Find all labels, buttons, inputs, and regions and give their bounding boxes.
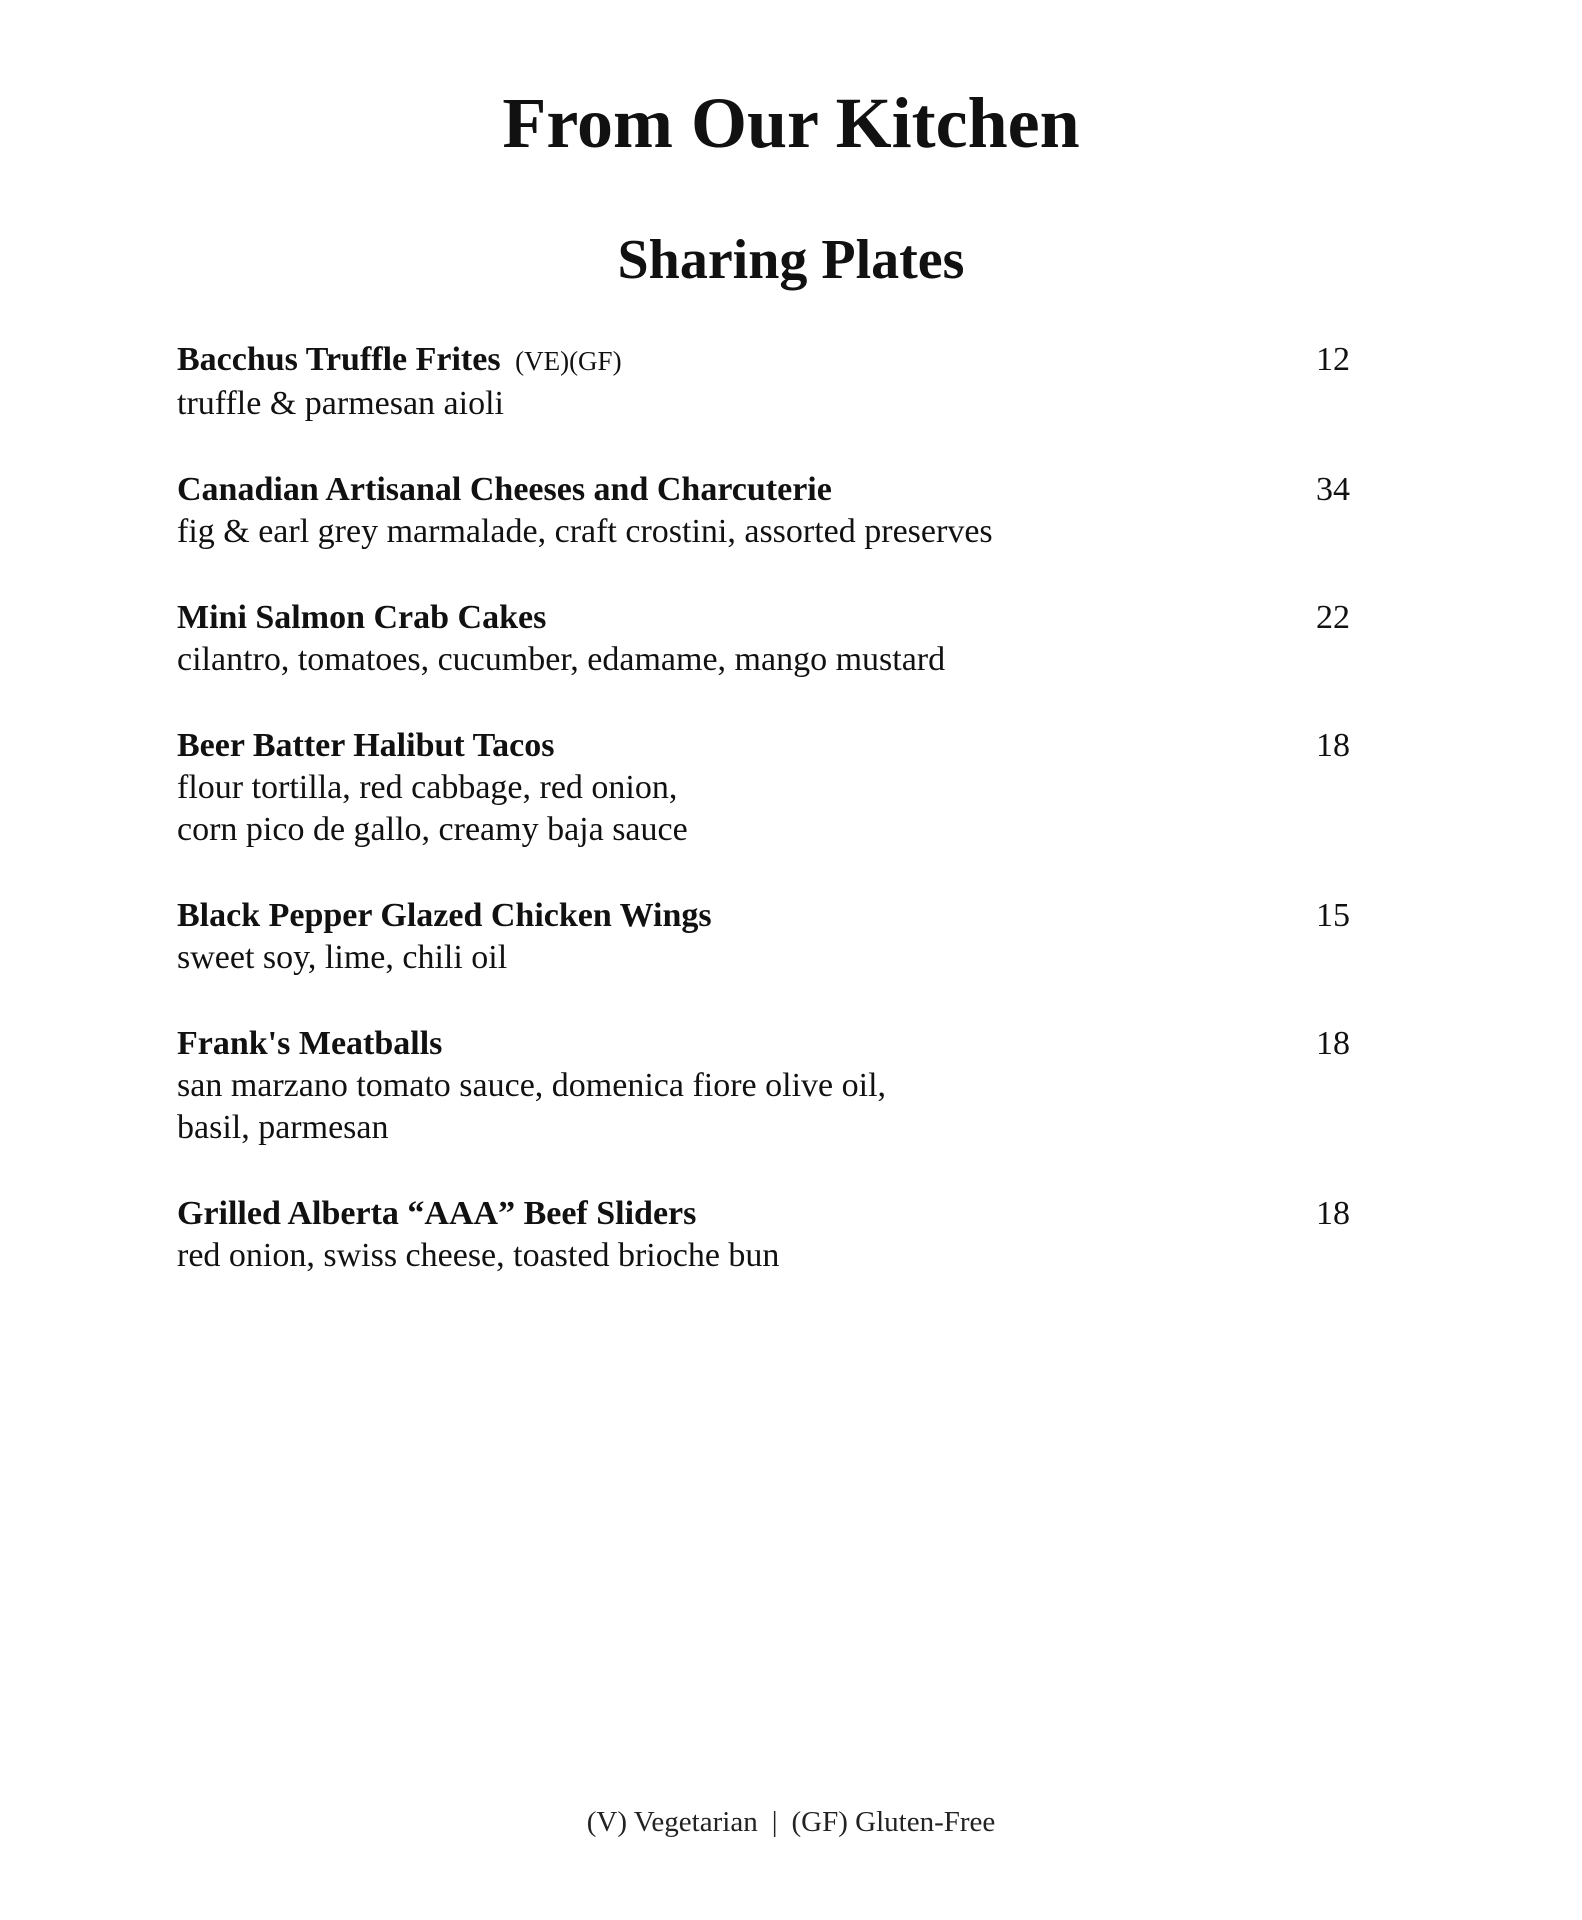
legend-vegetarian: (V) Vegetarian <box>586 1806 758 1838</box>
item-name: Frank's Meatballs <box>177 1025 443 1062</box>
item-name: Grilled Alberta “AAA” Beef Sliders <box>177 1195 697 1232</box>
item-description: san marzano tomato sauce, domenica fiore olive oil, <box>177 1067 887 1104</box>
menu-item <box>177 338 1350 425</box>
item-name: Mini Salmon Crab Cakes <box>177 599 547 636</box>
item-price: 18 <box>1316 1025 1350 1062</box>
item-description: fig & earl grey marmalade, craft crostini, assorted preserves <box>177 513 993 550</box>
item-price: 18 <box>1316 1195 1350 1232</box>
item-description: sweet soy, lime, chili oil <box>177 939 508 976</box>
item-name: Bacchus Truffle Frites (VE)(GF) <box>177 341 622 378</box>
item-price: 18 <box>1316 727 1350 764</box>
item-description: truffle & parmesan aioli <box>177 385 504 422</box>
menu-item <box>177 894 1350 979</box>
item-dietary-tags: (VE)(GF) <box>515 346 622 376</box>
menu-item <box>177 1192 1350 1277</box>
item-description: flour tortilla, red cabbage, red onion, <box>177 769 678 806</box>
item-name: Canadian Artisanal Cheeses and Charcuterie <box>177 471 832 508</box>
item-description: basil, parmesan <box>177 1109 389 1146</box>
dietary-legend <box>0 1804 1582 1840</box>
menu-list <box>177 338 1350 1320</box>
item-price: 34 <box>1316 471 1350 508</box>
section-title: Sharing Plates <box>617 229 965 291</box>
item-price: 15 <box>1316 897 1350 934</box>
item-price: 22 <box>1316 599 1350 636</box>
legend-separator: | <box>771 1806 778 1838</box>
legend-gluten-free: (GF) Gluten-Free <box>791 1806 996 1838</box>
item-price: 12 <box>1316 341 1350 378</box>
menu-item <box>177 468 1350 553</box>
item-description: red onion, swiss cheese, toasted brioche bun <box>177 1237 780 1274</box>
item-name: Beer Batter Halibut Tacos <box>177 727 555 764</box>
page-title: From Our Kitchen <box>502 83 1080 163</box>
item-name: Black Pepper Glazed Chicken Wings <box>177 897 712 934</box>
menu-item <box>177 596 1350 681</box>
item-description: cilantro, tomatoes, cucumber, edamame, mango mustard <box>177 641 946 678</box>
menu-item <box>177 724 1350 851</box>
menu-item <box>177 1022 1350 1149</box>
item-description: corn pico de gallo, creamy baja sauce <box>177 811 688 848</box>
